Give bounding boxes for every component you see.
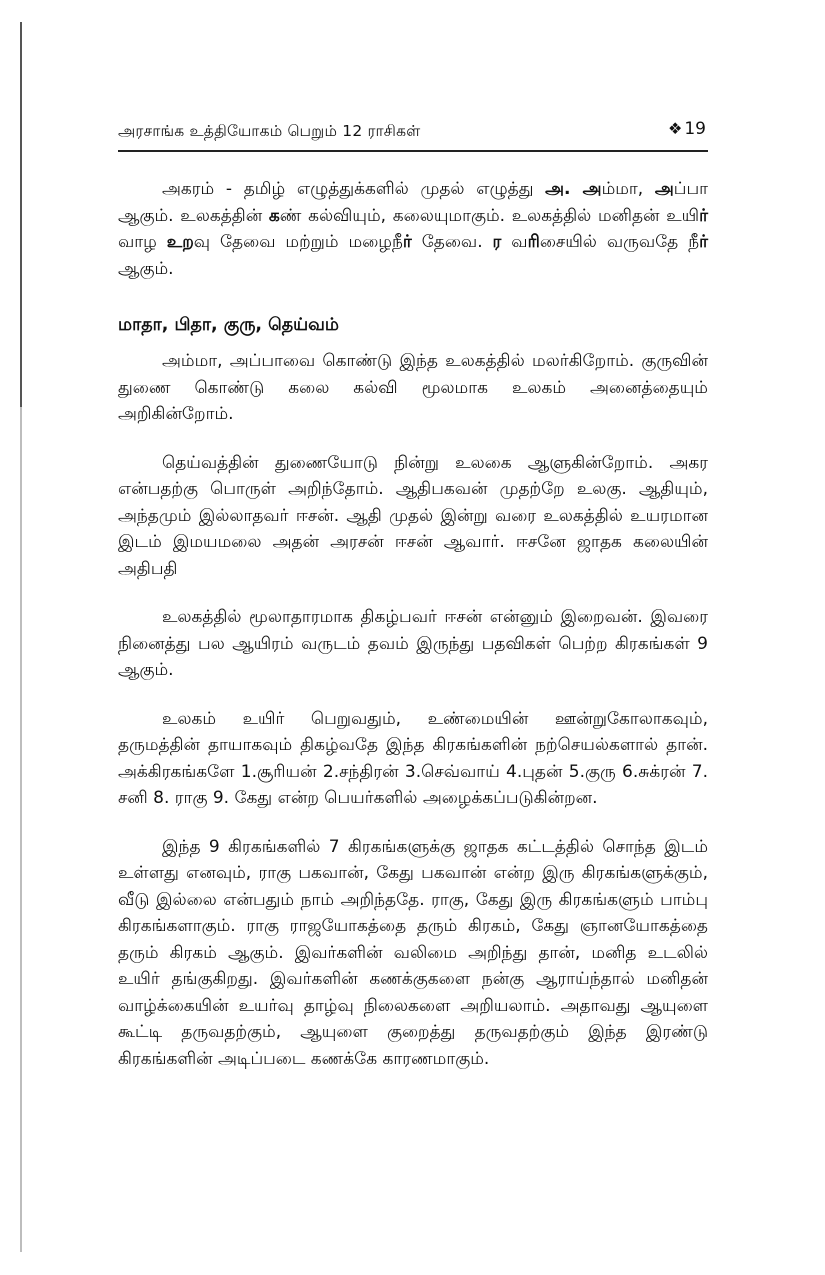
intro-text: ப்பா ஆகும். உலகத்தின் — [118, 179, 708, 226]
section-heading: மாதா, பிதா, குரு, தெய்வம் — [118, 315, 340, 335]
page-gutter-line-dark — [20, 22, 22, 407]
intro-text: ம்மா, — [601, 179, 655, 199]
intro-paragraph — [118, 176, 708, 282]
page-body — [118, 176, 708, 1094]
running-title: அரசாங்க உத்தியோகம் பெறும் 12 ராசிகள் — [118, 122, 421, 140]
intro-bold: ர — [492, 232, 502, 252]
intro-text: வாழ — [118, 232, 167, 252]
intro-bold: அ — [654, 179, 674, 199]
page-number-value: 19 — [684, 119, 706, 139]
body-paragraph-2: தெய்வத்தின் துணையோடு நின்று உலகை ஆளுகின்றோம். அகர என்பதற்கு பொருள் அறிந்தோம். ஆதிபகவன் முதற்றே உலகு. ஆதியும், அந்தமும் இல்லாதவர் ஈசன். ஆதி முதல் இன்று வரை உலகத்தில் உயரமான இடம் இமயமலை அதன் அரசன் ஈசன் ஆவார். ஈசனே ஜாதக கலையின் அதிபதி — [118, 452, 708, 579]
intro-text: ண் கல்வியும், கலையுமாகும். உலகத்தில் மனிதன் உயி — [279, 205, 700, 226]
intro-text: சையில் வருவதே நீ — [539, 232, 700, 252]
intro-text: தேவை. — [411, 232, 493, 252]
intro-text: ஆகும். — [118, 258, 174, 279]
page-header — [118, 114, 708, 152]
intro-bold: ர் — [402, 232, 412, 252]
body-paragraph-1: அம்மா, அப்பாவை கொண்டு இந்த உலகத்தில் மலர்கிறோம். குருவின் துணை கொண்டு கலை கல்வி மூலமாக உலகம் அனைத்தையும் அறிகின்றோம். — [118, 351, 708, 424]
intro-bold: ரி — [527, 232, 540, 252]
intro-bold: அ. அ — [545, 179, 602, 199]
intro-text: வ — [501, 232, 528, 252]
intro-text: வு தேவை மற்றும் மழைநீ — [193, 232, 403, 252]
body-paragraph-5: இந்த 9 கிரகங்களில் 7 கிரகங்களுக்கு ஜாதக கட்டத்தில் சொந்த இடம் உள்ளது எனவும், ராகு பகவான், கேது பகவான் என்ற இரு கிரகங்களுக்கும், வீடு இல்லை என்பதும் நாம் அறிந்ததே. ராகு, கேது இரு கிரகங்களும் பாம்பு கிரகங்களாகும். ராகு ராஜயோகத்தை தரும் கிரகம், கேது ஞானயோகத்தை தரும் கிரகம் ஆகும். இவர்களின் வலிமை அறிந்து தான், மனித உடலில் உயிர் தங்குகிறது. இவர்களின் கணக்குகளை நன்கு ஆராய்ந்தால் மனிதன் வாழ்க்கையின் உயர்வு தாழ்வு நிலைகளை அறியலாம். அதாவது ஆயுளை கூட்டி தருவதற்கும், ஆயுளை குறைத்து தருவதற்கும் இந்த இரண்டு கிரகங்களின் அடிப்படை கணக்கே காரணமாகும். — [118, 836, 708, 1069]
body-paragraph-4: உலகம் உயிர் பெறுவதும், உண்மையின் ஊன்றுகோலாகவும், தருமத்தின் தாயாகவும் திகழ்வதே இந்த கிரகங்களின் நற்செயல்களால் தான். அக்கிரகங்களே 1.சூரியன் 2.சந்திரன் 3.செவ்வாய் 4.புதன் 5.குரு 6.சுக்ரன் 7. சனி 8. ராகு 9. கேது என்ற பெயர்களில் அழைக்கப்படுகின்றன. — [118, 708, 708, 808]
intro-bold: உற — [166, 232, 194, 252]
intro-bold: ர் — [699, 232, 708, 252]
body-paragraph-3: உலகத்தில் மூலாதாரமாக திகழ்பவர் ஈசன் என்னும் இறைவன். இவரை நினைத்து பல ஆயிரம் வருடம் தவம் இருந்து பதவிகள் பெற்ற கிரகங்கள் 9 ஆகும். — [118, 607, 708, 680]
page-number — [668, 119, 706, 139]
intro-bold: ர் — [699, 205, 708, 226]
ornament-icon: ❖ — [668, 119, 683, 138]
intro-bold: க — [268, 205, 280, 226]
intro-text: அகரம் - தமிழ் எழுத்துக்களில் முதல் எழுத்து — [162, 179, 546, 199]
page-gutter-line — [20, 22, 22, 1252]
